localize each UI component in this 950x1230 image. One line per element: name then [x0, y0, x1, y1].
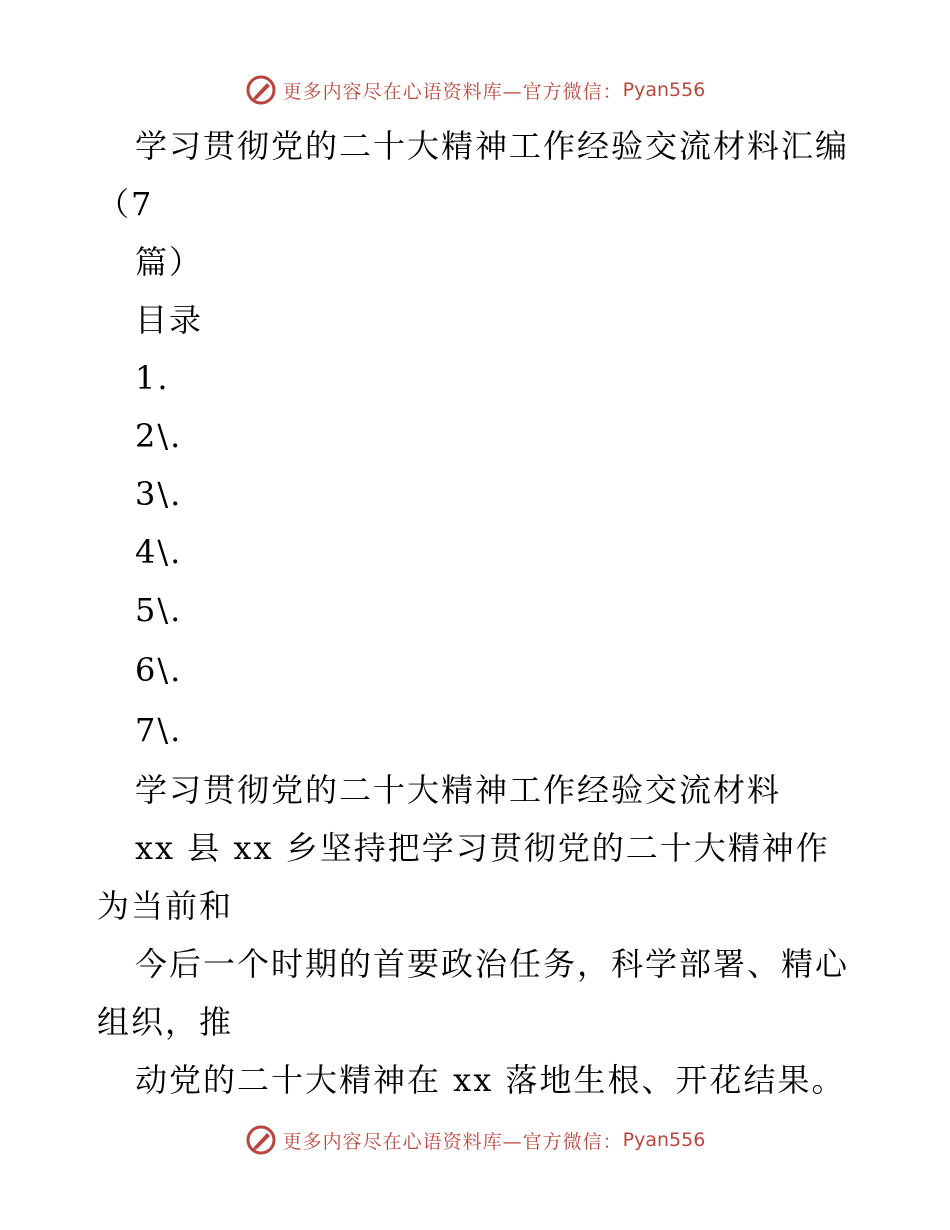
title-continuation: （7 — [97, 185, 154, 223]
toc-item-7: 7\. — [135, 711, 183, 749]
pen-logo-icon — [245, 1124, 277, 1156]
document-title: 学习贯彻党的二十大精神工作经验交流材料汇编 — [135, 127, 850, 165]
toc-item-4: 4\. — [135, 533, 183, 571]
toc-heading: 目录 — [135, 301, 204, 339]
toc-item-6: 6\. — [135, 651, 183, 689]
toc-item-1: 1. — [135, 359, 170, 397]
paragraph-line: 动党的二十大精神在 xx 落地生根、开花结果。 — [135, 1061, 846, 1099]
paragraph-line: 为当前和 — [97, 887, 234, 925]
toc-item-3: 3\. — [135, 475, 183, 513]
banner-text: 更多内容尽在心语资料库—官方微信： — [282, 1130, 623, 1153]
pen-logo-icon — [245, 74, 277, 106]
paragraph-line: 组织，推 — [97, 1003, 234, 1041]
toc-item-5: 5\. — [135, 591, 183, 629]
paragraph-line: 今后一个时期的首要政治任务，科学部署、精心 — [135, 945, 850, 983]
toc-item-2: 2\. — [135, 417, 183, 455]
banner-wechat-id: Pyan556 — [622, 1129, 706, 1151]
banner-wechat-id: Pyan556 — [622, 79, 706, 101]
section-heading: 学习贯彻党的二十大精神工作经验交流材料 — [135, 771, 782, 809]
title-continuation-2: 篇） — [135, 243, 204, 281]
paragraph-line: xx 县 xx 乡坚持把学习贯彻党的二十大精神作 — [135, 829, 830, 867]
header-watermark-banner — [0, 70, 950, 110]
banner-text: 更多内容尽在心语资料库—官方微信： — [282, 80, 623, 103]
footer-watermark-banner — [0, 1120, 950, 1160]
